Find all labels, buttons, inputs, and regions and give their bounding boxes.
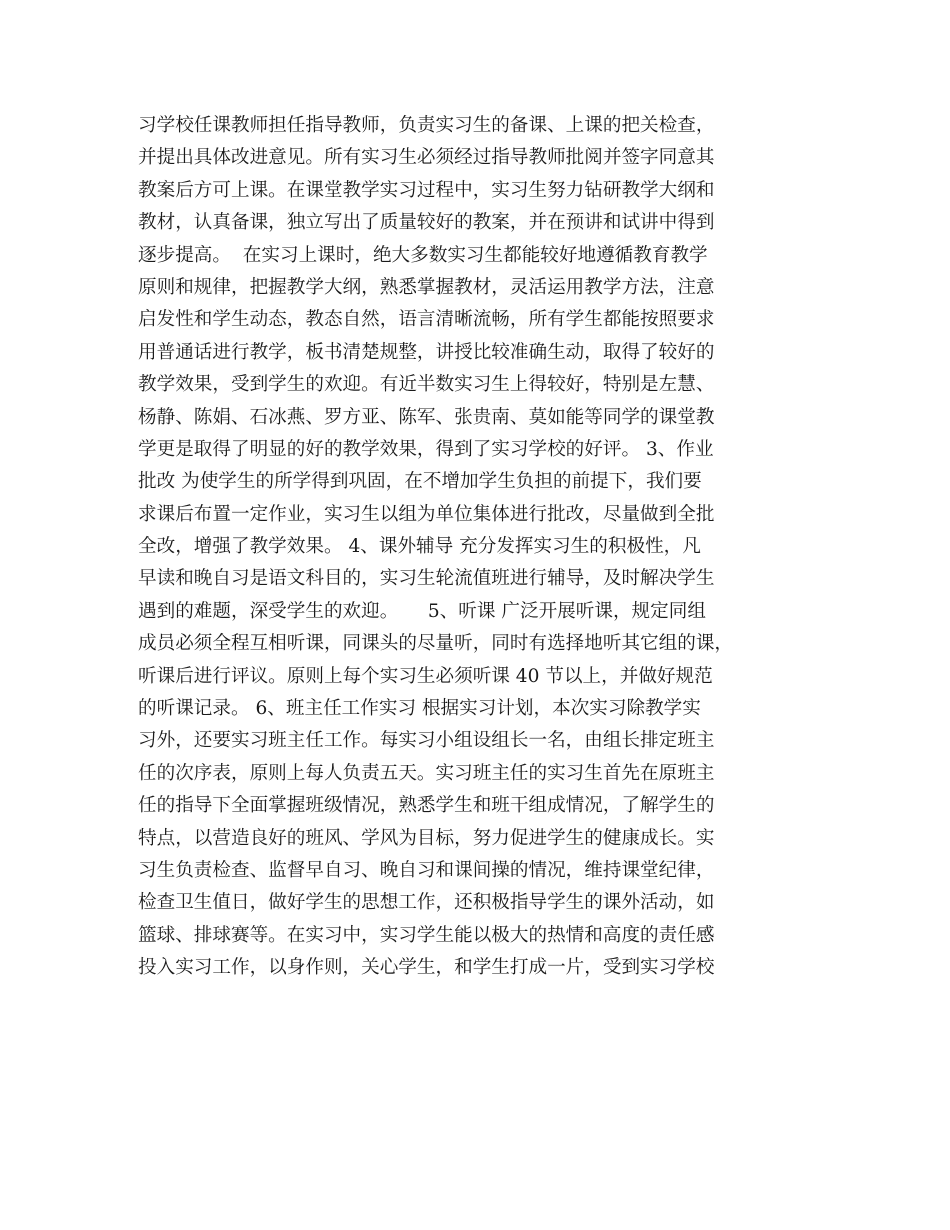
text-line: 求课后布置一定作业，实习生以组为单位集体进行批改，尽量做到全批: [138, 503, 715, 525]
text-line: 检查卫生值日，做好学生的思想工作，还积极指导学生的课外活动，如: [138, 892, 715, 914]
text-line: 用普通话进行教学，板书清楚规整，讲授比较准确生动，取得了较好的: [138, 341, 715, 363]
text-line: 逐步提高。 在实习上课时，绝大多数实习生都能较好地遵循教育教学: [138, 244, 708, 266]
text-line: 教学效果，受到学生的欢迎。有近半数实习生上得较好，特别是左慧、: [138, 374, 715, 396]
text-line: 教材，认真备课，独立写出了质量较好的教案，并在预讲和试讲中得到: [138, 212, 715, 234]
text-line: 早读和晚自习是语文科目的，实习生轮流值班进行辅导，及时解决学生: [138, 568, 715, 590]
text-line: 并提出具体改进意见。所有实习生必须经过指导教师批阅并签字同意其: [138, 147, 715, 169]
text-line: 特点，以营造良好的班风、学风为目标，努力促进学生的健康成长。实: [138, 827, 715, 849]
text-line: 启发性和学生动态，教态自然，语言清晰流畅，所有学生都能按照要求: [138, 309, 715, 331]
text-line: 全改，增强了教学效果。 4、课外辅导 充分发挥实习生的积极性，凡: [138, 536, 701, 558]
text-line: 教案后方可上课。在课堂教学实习过程中，实习生努力钻研教学大纲和: [138, 179, 715, 201]
text-line: 遇到的难题，深受学生的欢迎。 5、听课 广泛开展听课，规定同组: [138, 600, 706, 622]
text-line: 投入实习工作，以身作则，关心学生，和学生打成一片，受到实习学校: [138, 957, 715, 979]
text-line: 习外，还要实习班主任工作。每实习小组设组长一名，由组长排定班主: [138, 730, 715, 752]
text-line: 成员必须全程互相听课，同课头的尽量听，同时有选择地听其它组的课，: [138, 633, 734, 655]
text-line: 原则和规律，把握教学大纲，熟悉掌握教材，灵活运用教学方法，注意: [138, 276, 715, 298]
text-line: 任的次序表，原则上每人负责五天。实习班主任的实习生首先在原班主: [138, 762, 715, 784]
text-line: 杨静、陈娟、石冰燕、罗方亚、陈军、张贵南、莫如能等同学的课堂教: [138, 406, 715, 428]
text-line: 习生负责检查、监督早自习、晚自习和课间操的情况，维持课堂纪律，: [138, 859, 715, 881]
text-line: 批改 为使学生的所学得到巩固，在不增加学生负担的前提下，我们要: [138, 471, 702, 493]
text-line: 听课后进行评议。原则上每个实习生必须听课 40 节以上，并做好规范: [138, 665, 713, 687]
text-line: 任的指导下全面掌握班级情况，熟悉学生和班干组成情况，了解学生的: [138, 795, 715, 817]
text-line: 习学校任课教师担任指导教师，负责实习生的备课、上课的把关检查，: [138, 115, 715, 136]
text-line: 学更是取得了明显的好的教学效果，得到了实习学校的好评。 3、作业: [138, 438, 714, 460]
body-text: [138, 110, 818, 985]
text-line: 篮球、排球赛等。在实习中，实习学生能以极大的热情和高度的责任感: [138, 924, 715, 946]
text-line: 的听课记录。 6、班主任工作实习 根据实习计划，本次实习除教学实: [138, 698, 701, 720]
